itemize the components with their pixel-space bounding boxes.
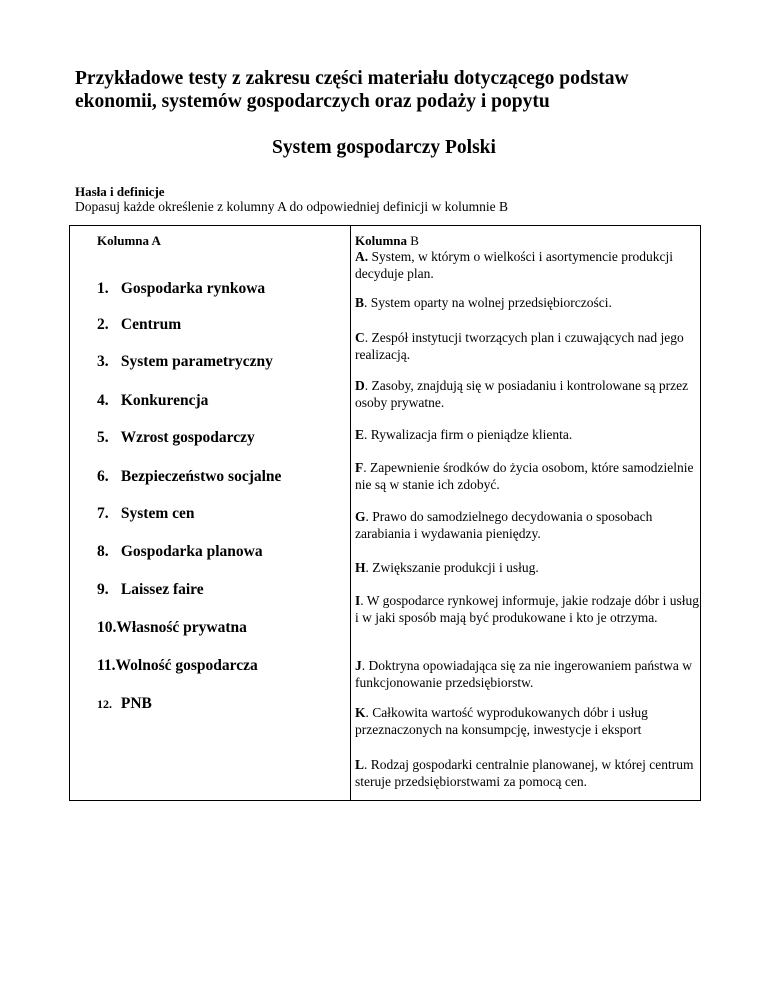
definition-item [355, 756, 700, 790]
term-number: 2. [97, 316, 109, 333]
definition-text: . Zapewnienie środków do życia osobom, które samodzielnie nie są w stanie ich zdobyć. [355, 460, 694, 492]
definition-text: . Zwiększanie produkcji i usług. [365, 560, 539, 575]
term-number: 5. [97, 429, 109, 446]
instruction-text: Dopasuj każde określenie z kolumny A do odpowiedniej definicji w kolumnie B [75, 199, 509, 214]
definition-letter: A. [355, 249, 369, 264]
term-item [97, 429, 255, 447]
term-number: 1. [97, 280, 109, 297]
definition-letter: F [355, 460, 364, 475]
definition-letter: I [355, 593, 361, 608]
term-item [97, 505, 195, 523]
definition-item [355, 248, 700, 282]
column-b-header-letter: B [407, 233, 419, 248]
term-number: 7. [97, 505, 109, 522]
term-item [97, 353, 273, 371]
definition-item [355, 377, 700, 411]
term-text: System cen [120, 505, 195, 522]
term-item [97, 581, 204, 599]
definition-letter: K [355, 705, 366, 720]
definition-item [355, 294, 700, 311]
term-text: Wolność gospodarcza [115, 657, 258, 674]
term-number: 9. [97, 581, 109, 598]
term-text: Wzrost gospodarczy [120, 429, 255, 446]
term-text: Bezpieczeństwo socjalne [120, 468, 282, 485]
term-text: Konkurencja [120, 392, 209, 409]
definition-text: . System oparty na wolnej przedsiębiorczości. [364, 295, 612, 310]
definition-text: . Rodzaj gospodarki centralnie planowanej, w której centrum steruje przedsiębiorstwami za pomocą cen. [355, 757, 694, 789]
term-item [97, 543, 263, 561]
definition-item [355, 657, 700, 691]
document-title: Przykładowe testy z zakresu części materiału dotyczącego podstaw ekonomii, systemów gospodarczych oraz podaży i popytu [75, 68, 629, 112]
definition-letter: H [355, 560, 366, 575]
term-item [97, 695, 152, 713]
term-text: Gospodarka planowa [120, 543, 263, 560]
definition-letter: D [355, 378, 365, 393]
definition-item [355, 426, 700, 443]
document-subtitle: System gospodarczy Polski [272, 137, 496, 158]
term-text: Centrum [120, 316, 182, 333]
definition-item [355, 559, 700, 576]
definition-item [355, 329, 700, 363]
term-item [97, 280, 265, 298]
definition-item [355, 704, 700, 738]
term-number: 6. [97, 468, 109, 485]
definition-letter: J [355, 658, 362, 673]
term-item [97, 316, 181, 334]
definition-item [355, 592, 700, 626]
term-item [97, 468, 281, 486]
column-b-header-label: Kolumna [355, 233, 408, 248]
term-text: Laissez faire [120, 581, 204, 598]
definition-text: . Zasoby, znajdują się w posiadaniu i kontrolowane są przez osoby prywatne. [355, 378, 689, 410]
term-text: Gospodarka rynkowa [120, 280, 266, 297]
column-a-header: Kolumna A [97, 233, 161, 248]
term-item [97, 619, 247, 637]
definition-letter: C [355, 330, 365, 345]
term-number: 10. [97, 619, 117, 636]
term-item [97, 657, 258, 675]
term-number: 3. [97, 353, 109, 370]
column-divider [350, 226, 351, 800]
term-number: 8. [97, 543, 109, 560]
term-text: PNB [120, 695, 152, 712]
term-number: 4. [97, 392, 109, 409]
matching-table [69, 225, 701, 801]
definition-text: . Prawo do samodzielnego decydowania o sposobach zarabiania i wydawania pieniędzy. [355, 509, 653, 541]
term-number: 11. [97, 657, 116, 674]
section-heading: Hasła i definicje [75, 184, 165, 199]
term-item [97, 392, 208, 410]
term-number: 12. [97, 697, 112, 711]
definition-item [355, 508, 700, 542]
definition-letter: E [355, 427, 365, 442]
definition-letter: G [355, 509, 366, 524]
definition-text: . Doktryna opowiadająca się za nie ingerowaniem państwa w funkcjonowanie przedsiębiorstw. [355, 658, 693, 690]
definition-text: System, w którym o wielkości i asortymencie produkcji decyduje plan. [355, 249, 673, 281]
term-text: Własność prywatna [116, 619, 247, 636]
column-b-header [355, 233, 419, 249]
definition-text: . W gospodarce rynkowej informuje, jakie rodzaje dóbr i usług i w jaki sposób mają być produkowane i kto je otrzyma. [355, 593, 700, 625]
definition-text: . Rywalizacja firm o pieniądze klienta. [364, 427, 573, 442]
definition-text: . Zespół instytucji tworzących plan i czuwających nad jego realizacją. [355, 330, 684, 362]
definition-letter: B [355, 295, 365, 310]
definition-item [355, 459, 700, 493]
definition-text: . Całkowita wartość wyprodukowanych dóbr i usług przeznaczonych na konsumpcję, inwestycje i eksport [355, 705, 648, 737]
definition-letter: L [355, 757, 365, 772]
term-text: System parametryczny [120, 353, 273, 370]
